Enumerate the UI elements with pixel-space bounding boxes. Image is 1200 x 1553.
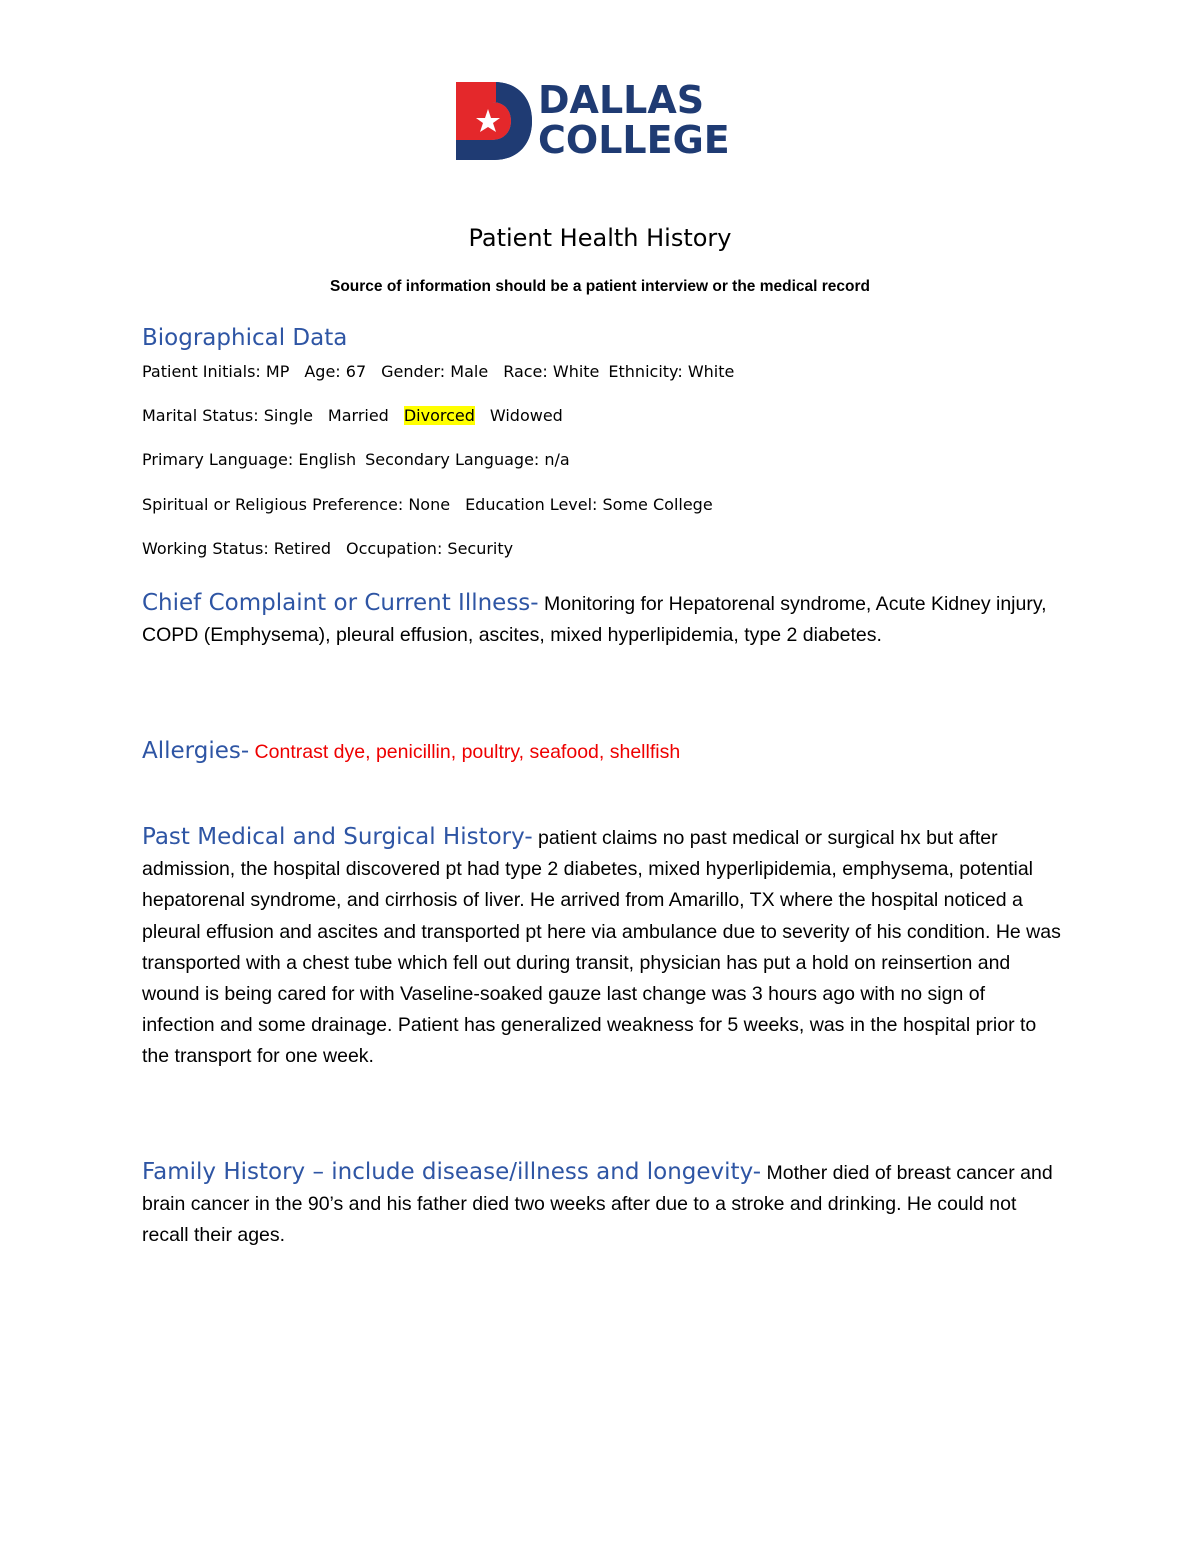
family-history-heading: Family History – include disease/illness and longevity- <box>142 1159 762 1185</box>
chief-complaint-section <box>142 588 1062 651</box>
education-level: Education Level: Some College <box>465 495 713 514</box>
marital-option-single: Single <box>263 406 313 425</box>
family-history-section <box>142 1157 1062 1252</box>
patient-gender: Gender: Male <box>381 362 489 381</box>
primary-language: Primary Language: English <box>142 450 357 469</box>
bio-line-marital-status <box>142 406 563 425</box>
bio-line-demographics <box>142 362 734 381</box>
marital-option-widowed: Widowed <box>489 406 563 425</box>
bio-line-work <box>142 539 513 558</box>
allergies-section <box>142 736 1062 768</box>
patient-race: Race: White <box>503 362 600 381</box>
religious-preference: Spiritual or Religious Preference: None <box>142 495 451 514</box>
past-history-heading: Past Medical and Surgical History- <box>142 824 533 850</box>
secondary-language: Secondary Language: n/a <box>365 450 570 469</box>
occupation: Occupation: Security <box>346 539 514 558</box>
dallas-college-logo <box>456 78 746 162</box>
past-history-text: patient claims no past medical or surgical hx but after admission, the hospital discovered pt had type 2 diabetes, mixed hyperlipidemia, emphysema, potential hepatorenal syndrome, and cirrhosis of liver. He arrived from Amarillo, TX where the hospital noticed a pleural effusion and ascites and transported pt here via ambulance due to severity of his condition. He was transported with a chest tube which fell out during transit, physician has put a hold on reinsertion and wound is being cared for with Vaseline-soaked gauze last change was 3 hours ago with no sign of infection and some drainage. Patient has generalized weakness for 5 weeks, was in the hospital prior to the transport for one week. <box>142 827 1061 1068</box>
marital-option-divorced-selected: Divorced <box>403 406 475 425</box>
allergies-heading: Allergies- <box>142 738 250 764</box>
logo-wordmark <box>538 80 748 160</box>
patient-initials: Patient Initials: MP <box>142 362 290 381</box>
page-title: Patient Health History <box>468 224 732 252</box>
bio-line-languages <box>142 450 570 469</box>
marital-option-married: Married <box>327 406 389 425</box>
dallas-college-d-star-icon <box>456 82 532 160</box>
allergies-text: Contrast dye, penicillin, poultry, seafood, shellfish <box>249 741 681 763</box>
chief-complaint-text: Monitoring for Hepatorenal syndrome, Acute Kidney injury, COPD (Emphysema), pleural effusion, ascites, mixed hyperlipidemia, type 2 diabetes. <box>142 593 1047 647</box>
patient-ethnicity: Ethnicity: White <box>608 362 735 381</box>
logo-line-2: COLLEGE <box>538 118 730 162</box>
logo-line-1: DALLAS <box>538 78 705 122</box>
patient-age: Age: 67 <box>304 362 367 381</box>
page-subtitle: Source of information should be a patient interview or the medical record <box>329 278 870 295</box>
biographical-data-heading: Biographical Data <box>142 325 348 351</box>
bio-line-religion-education <box>142 495 713 514</box>
family-history-text: Mother died of breast cancer and brain cancer in the 90’s and his father died two weeks after due to a stroke and drinking. He could not recall their ages. <box>142 1162 1053 1247</box>
past-history-section <box>142 822 1062 1073</box>
working-status: Working Status: Retired <box>142 539 331 558</box>
marital-status-label: Marital Status: <box>142 406 259 425</box>
chief-complaint-heading: Chief Complaint or Current Illness- <box>142 590 539 616</box>
